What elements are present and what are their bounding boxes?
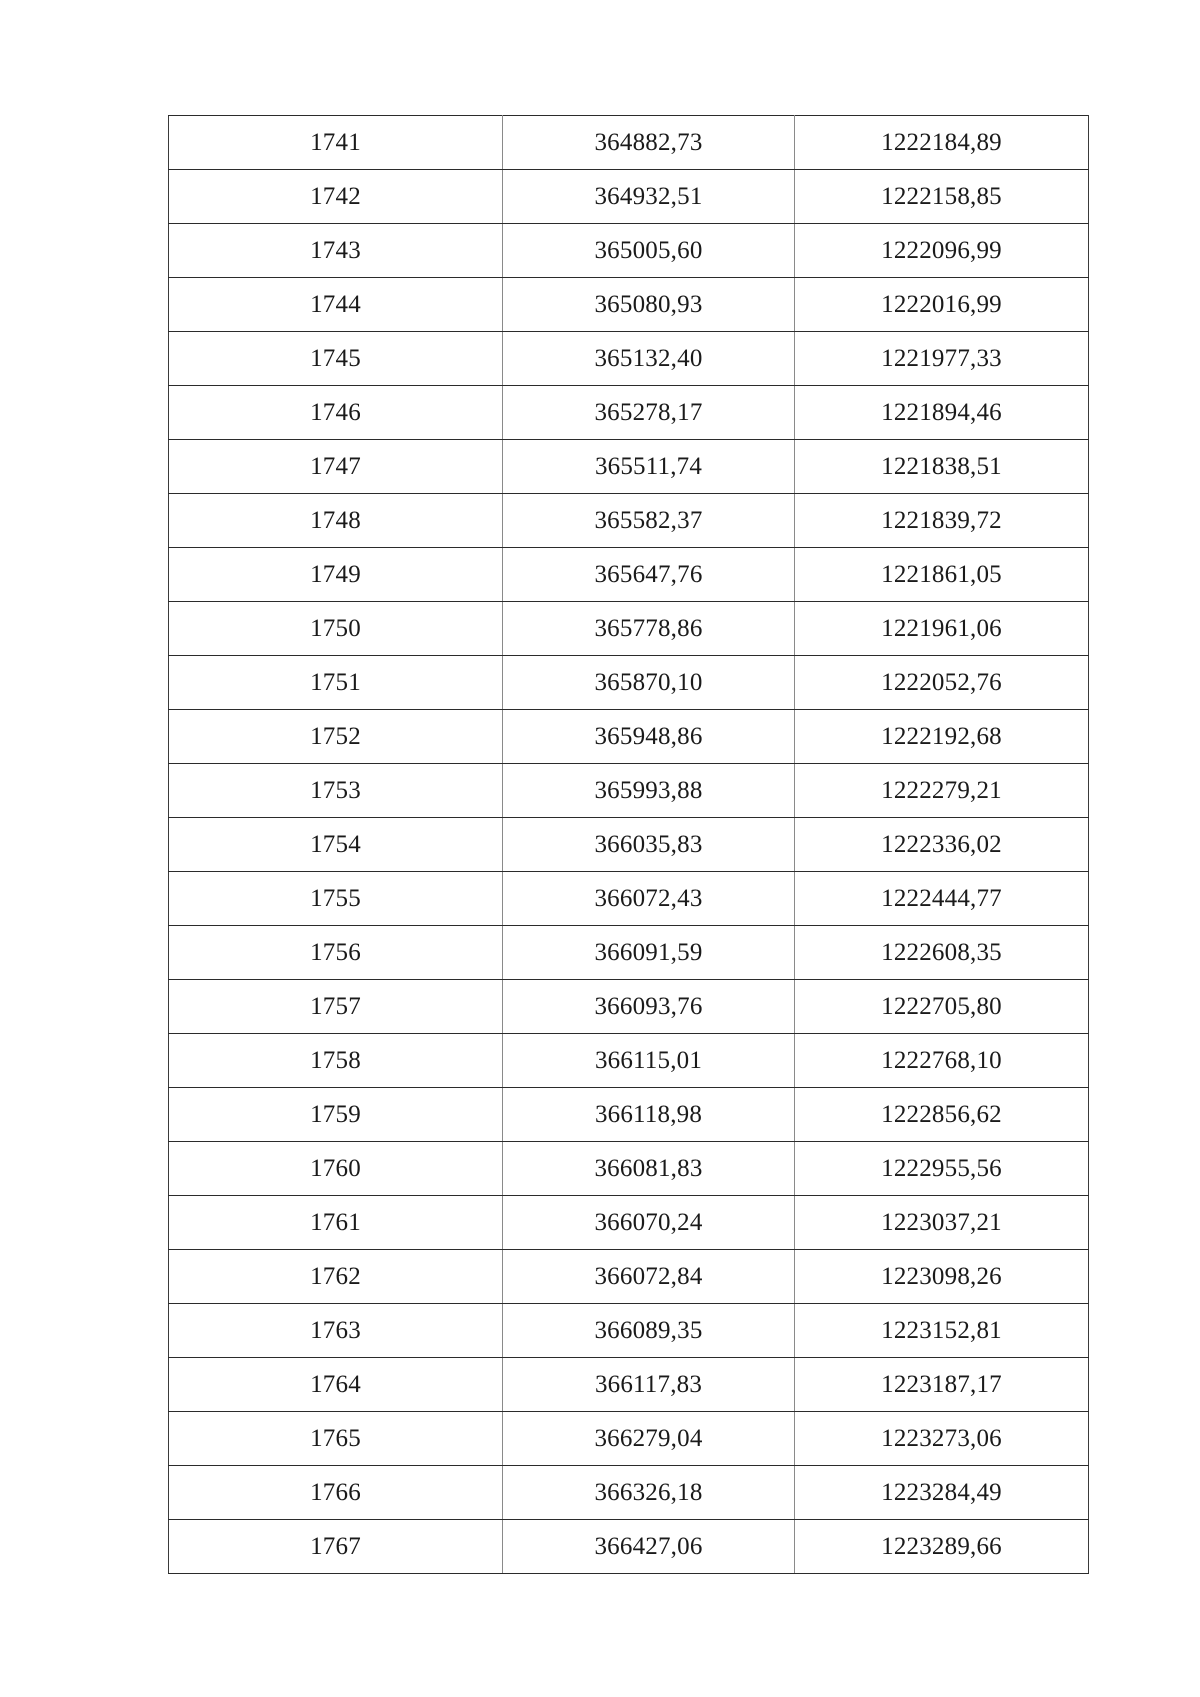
x-coordinate-cell: 365005,60 bbox=[503, 224, 795, 278]
point-number-cell: 1751 bbox=[169, 656, 503, 710]
x-coordinate-cell: 366279,04 bbox=[503, 1412, 795, 1466]
table-row bbox=[169, 332, 1089, 386]
table-row bbox=[169, 926, 1089, 980]
point-number-cell: 1748 bbox=[169, 494, 503, 548]
table-row bbox=[169, 170, 1089, 224]
y-coordinate-cell: 1221861,05 bbox=[795, 548, 1089, 602]
point-number-cell: 1744 bbox=[169, 278, 503, 332]
y-coordinate-cell: 1221839,72 bbox=[795, 494, 1089, 548]
point-number-cell: 1760 bbox=[169, 1142, 503, 1196]
point-number-cell: 1758 bbox=[169, 1034, 503, 1088]
x-coordinate-cell: 366070,24 bbox=[503, 1196, 795, 1250]
document-page bbox=[168, 115, 1088, 1574]
table-row bbox=[169, 710, 1089, 764]
x-coordinate-cell: 366072,84 bbox=[503, 1250, 795, 1304]
point-number-cell: 1752 bbox=[169, 710, 503, 764]
point-number-cell: 1767 bbox=[169, 1520, 503, 1574]
x-coordinate-cell: 366093,76 bbox=[503, 980, 795, 1034]
x-coordinate-cell: 366035,83 bbox=[503, 818, 795, 872]
table-row bbox=[169, 656, 1089, 710]
y-coordinate-cell: 1222608,35 bbox=[795, 926, 1089, 980]
table-row bbox=[169, 1196, 1089, 1250]
table-row bbox=[169, 440, 1089, 494]
x-coordinate-cell: 366118,98 bbox=[503, 1088, 795, 1142]
table-row bbox=[169, 602, 1089, 656]
y-coordinate-cell: 1221838,51 bbox=[795, 440, 1089, 494]
point-number-cell: 1755 bbox=[169, 872, 503, 926]
y-coordinate-cell: 1221894,46 bbox=[795, 386, 1089, 440]
point-number-cell: 1750 bbox=[169, 602, 503, 656]
table-row bbox=[169, 1304, 1089, 1358]
x-coordinate-cell: 366091,59 bbox=[503, 926, 795, 980]
y-coordinate-cell: 1223187,17 bbox=[795, 1358, 1089, 1412]
table-row bbox=[169, 818, 1089, 872]
y-coordinate-cell: 1223273,06 bbox=[795, 1412, 1089, 1466]
y-coordinate-cell: 1222096,99 bbox=[795, 224, 1089, 278]
x-coordinate-cell: 365870,10 bbox=[503, 656, 795, 710]
coordinates-table-body bbox=[169, 116, 1089, 1574]
x-coordinate-cell: 365080,93 bbox=[503, 278, 795, 332]
point-number-cell: 1753 bbox=[169, 764, 503, 818]
point-number-cell: 1741 bbox=[169, 116, 503, 170]
y-coordinate-cell: 1222768,10 bbox=[795, 1034, 1089, 1088]
y-coordinate-cell: 1222016,99 bbox=[795, 278, 1089, 332]
table-row bbox=[169, 224, 1089, 278]
coordinates-table bbox=[168, 115, 1089, 1574]
y-coordinate-cell: 1222336,02 bbox=[795, 818, 1089, 872]
x-coordinate-cell: 364882,73 bbox=[503, 116, 795, 170]
point-number-cell: 1764 bbox=[169, 1358, 503, 1412]
point-number-cell: 1747 bbox=[169, 440, 503, 494]
y-coordinate-cell: 1223098,26 bbox=[795, 1250, 1089, 1304]
x-coordinate-cell: 364932,51 bbox=[503, 170, 795, 224]
table-row bbox=[169, 1250, 1089, 1304]
point-number-cell: 1749 bbox=[169, 548, 503, 602]
point-number-cell: 1745 bbox=[169, 332, 503, 386]
table-row bbox=[169, 1358, 1089, 1412]
point-number-cell: 1765 bbox=[169, 1412, 503, 1466]
y-coordinate-cell: 1222856,62 bbox=[795, 1088, 1089, 1142]
point-number-cell: 1759 bbox=[169, 1088, 503, 1142]
table-row bbox=[169, 872, 1089, 926]
x-coordinate-cell: 366117,83 bbox=[503, 1358, 795, 1412]
y-coordinate-cell: 1222705,80 bbox=[795, 980, 1089, 1034]
point-number-cell: 1754 bbox=[169, 818, 503, 872]
table-row bbox=[169, 1412, 1089, 1466]
point-number-cell: 1761 bbox=[169, 1196, 503, 1250]
y-coordinate-cell: 1222192,68 bbox=[795, 710, 1089, 764]
table-row bbox=[169, 278, 1089, 332]
y-coordinate-cell: 1221961,06 bbox=[795, 602, 1089, 656]
x-coordinate-cell: 365948,86 bbox=[503, 710, 795, 764]
y-coordinate-cell: 1222955,56 bbox=[795, 1142, 1089, 1196]
table-row bbox=[169, 980, 1089, 1034]
point-number-cell: 1756 bbox=[169, 926, 503, 980]
point-number-cell: 1763 bbox=[169, 1304, 503, 1358]
table-row bbox=[169, 116, 1089, 170]
x-coordinate-cell: 365582,37 bbox=[503, 494, 795, 548]
x-coordinate-cell: 366072,43 bbox=[503, 872, 795, 926]
y-coordinate-cell: 1223284,49 bbox=[795, 1466, 1089, 1520]
point-number-cell: 1762 bbox=[169, 1250, 503, 1304]
y-coordinate-cell: 1222279,21 bbox=[795, 764, 1089, 818]
table-row bbox=[169, 1034, 1089, 1088]
point-number-cell: 1766 bbox=[169, 1466, 503, 1520]
y-coordinate-cell: 1223152,81 bbox=[795, 1304, 1089, 1358]
x-coordinate-cell: 365278,17 bbox=[503, 386, 795, 440]
x-coordinate-cell: 366081,83 bbox=[503, 1142, 795, 1196]
x-coordinate-cell: 366089,35 bbox=[503, 1304, 795, 1358]
table-row bbox=[169, 1088, 1089, 1142]
table-row bbox=[169, 1142, 1089, 1196]
x-coordinate-cell: 366427,06 bbox=[503, 1520, 795, 1574]
x-coordinate-cell: 365647,76 bbox=[503, 548, 795, 602]
table-row bbox=[169, 386, 1089, 440]
point-number-cell: 1757 bbox=[169, 980, 503, 1034]
x-coordinate-cell: 365993,88 bbox=[503, 764, 795, 818]
table-row bbox=[169, 494, 1089, 548]
x-coordinate-cell: 365778,86 bbox=[503, 602, 795, 656]
x-coordinate-cell: 365132,40 bbox=[503, 332, 795, 386]
table-row bbox=[169, 1520, 1089, 1574]
y-coordinate-cell: 1222052,76 bbox=[795, 656, 1089, 710]
y-coordinate-cell: 1222184,89 bbox=[795, 116, 1089, 170]
x-coordinate-cell: 365511,74 bbox=[503, 440, 795, 494]
table-row bbox=[169, 764, 1089, 818]
table-row bbox=[169, 1466, 1089, 1520]
y-coordinate-cell: 1221977,33 bbox=[795, 332, 1089, 386]
y-coordinate-cell: 1223037,21 bbox=[795, 1196, 1089, 1250]
y-coordinate-cell: 1223289,66 bbox=[795, 1520, 1089, 1574]
y-coordinate-cell: 1222158,85 bbox=[795, 170, 1089, 224]
x-coordinate-cell: 366326,18 bbox=[503, 1466, 795, 1520]
point-number-cell: 1742 bbox=[169, 170, 503, 224]
x-coordinate-cell: 366115,01 bbox=[503, 1034, 795, 1088]
table-row bbox=[169, 548, 1089, 602]
point-number-cell: 1743 bbox=[169, 224, 503, 278]
point-number-cell: 1746 bbox=[169, 386, 503, 440]
y-coordinate-cell: 1222444,77 bbox=[795, 872, 1089, 926]
